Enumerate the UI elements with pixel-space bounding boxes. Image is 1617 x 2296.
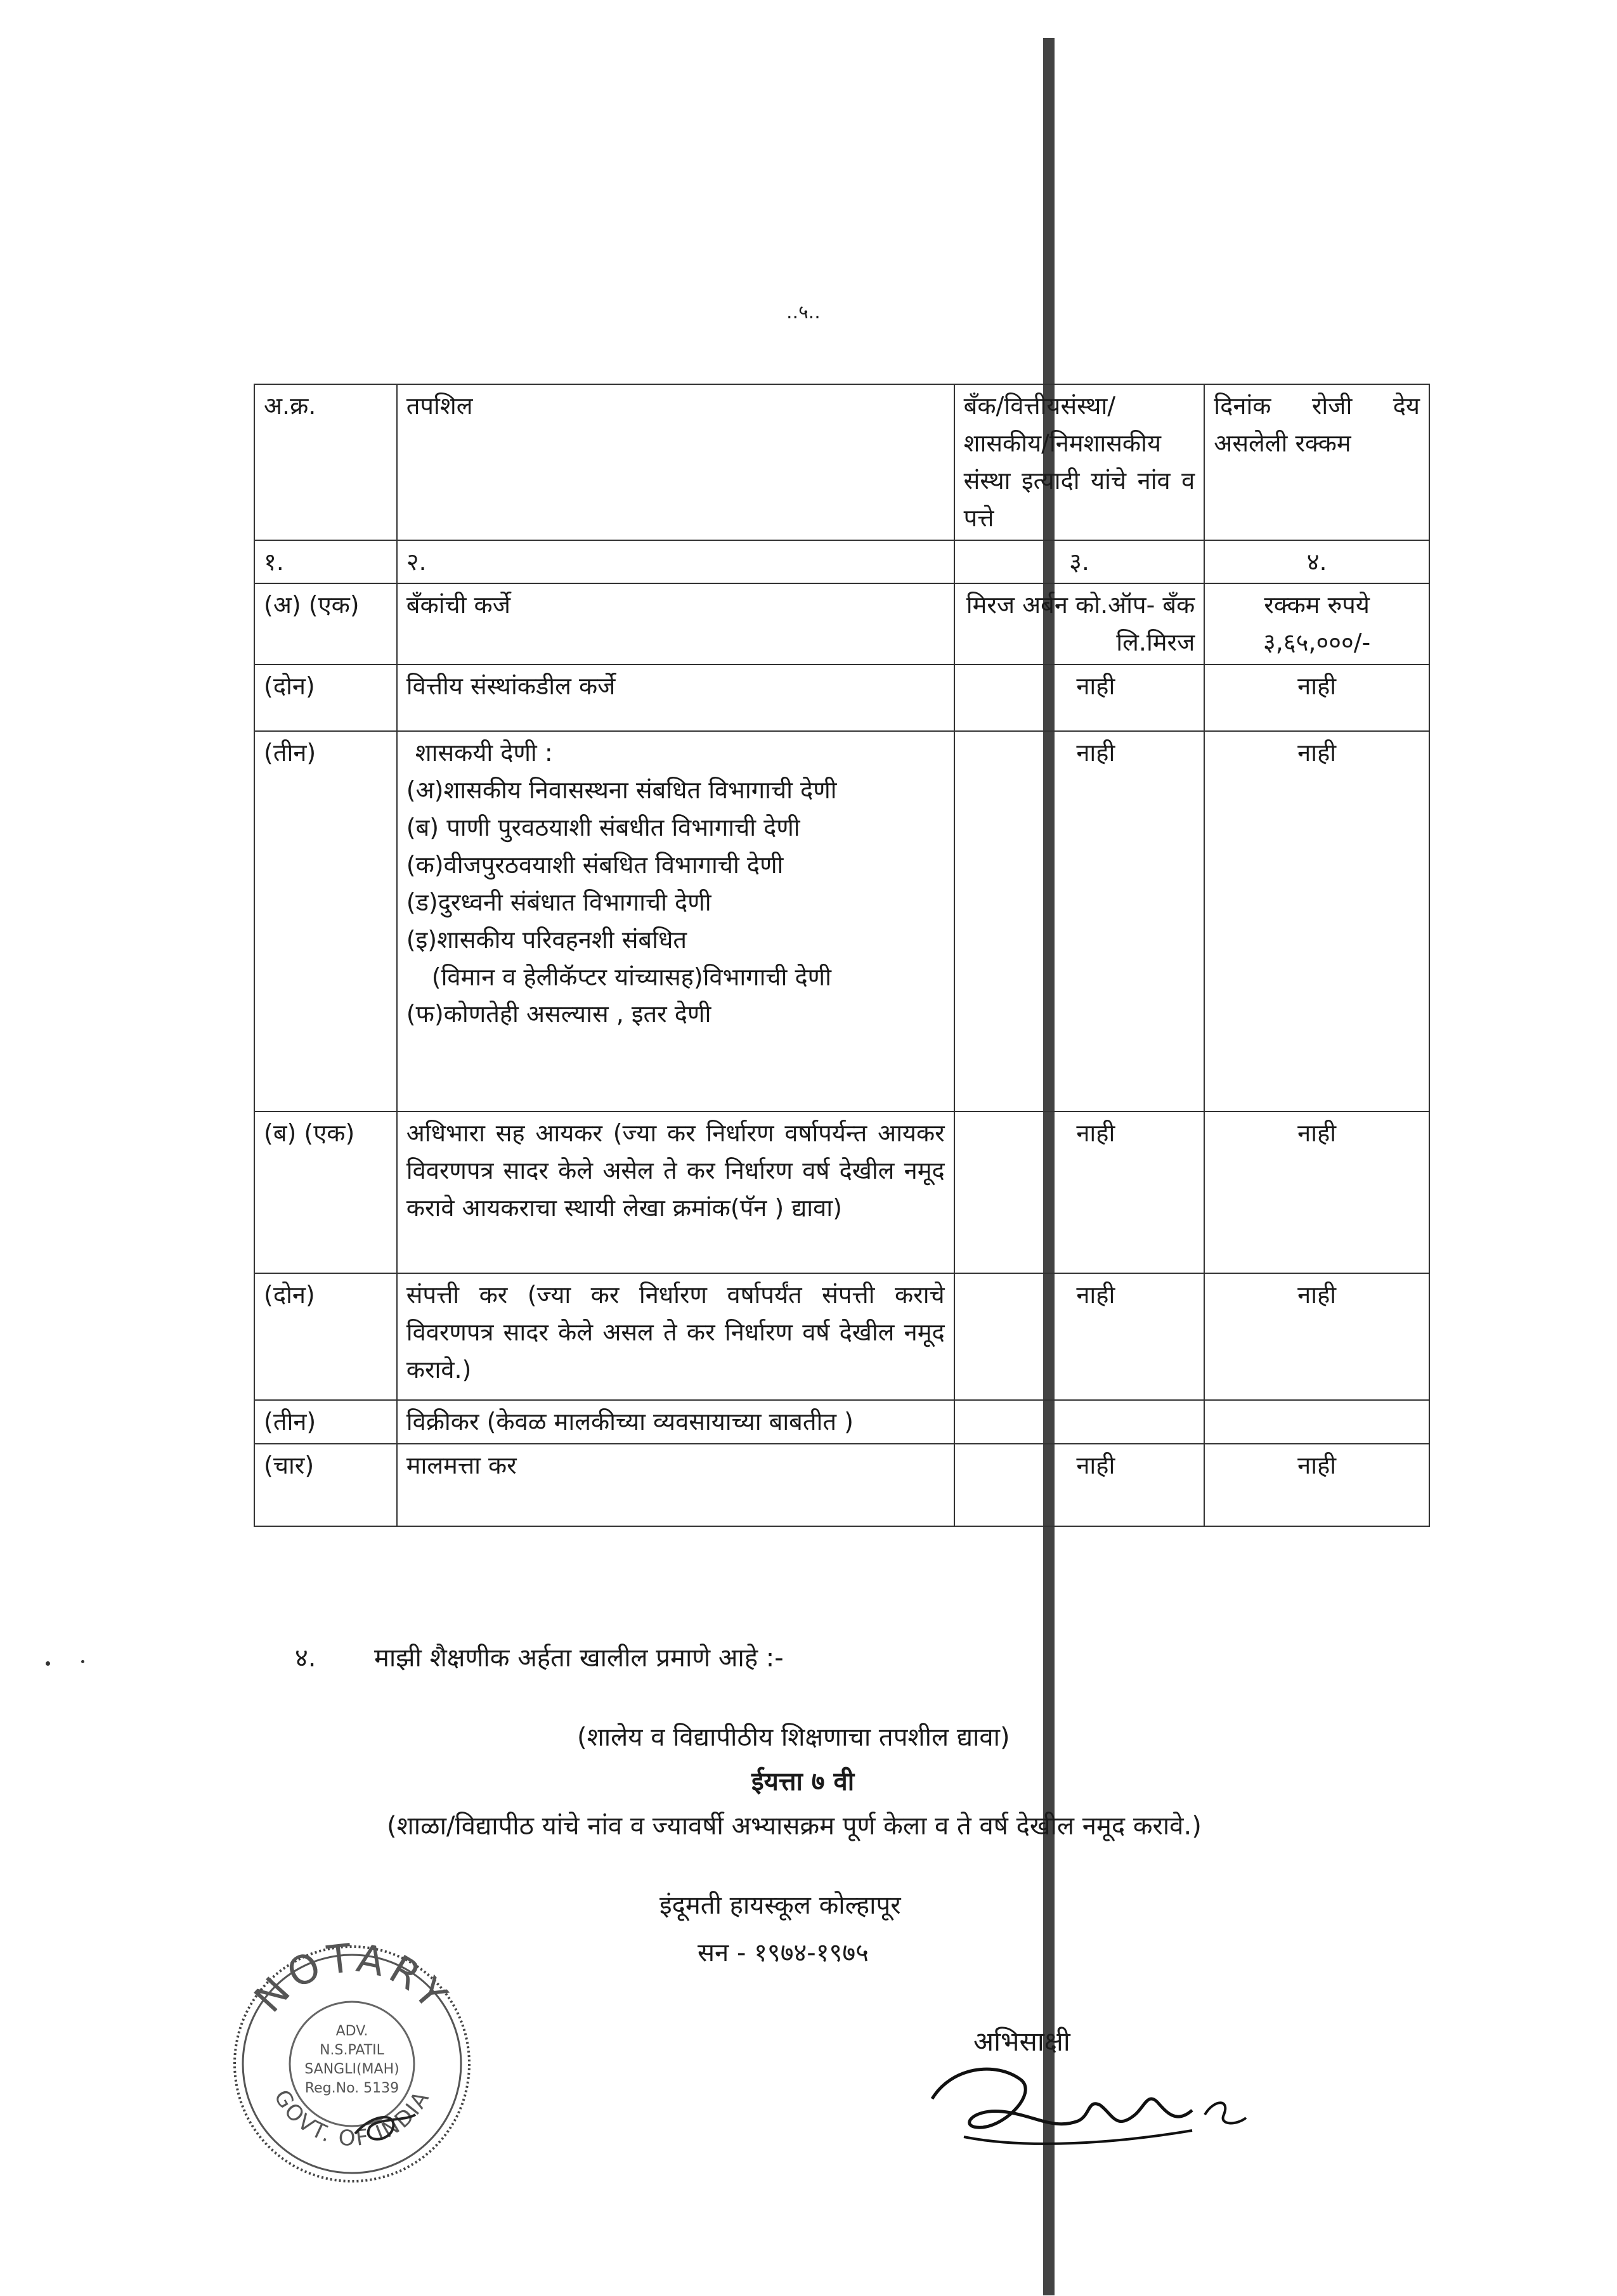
row-details — [397, 731, 954, 1112]
row-details: मालमत्ता कर — [397, 1444, 954, 1526]
row-details: विक्रीकर (केवळ मालकीच्या व्यवसायाच्या बाबतीत ) — [397, 1400, 954, 1444]
education-year: सन - १९७४-१९७५ — [698, 1938, 869, 1968]
col-number-1: १. — [254, 540, 397, 584]
col-number-4: ४. — [1204, 540, 1429, 584]
header-amount: दिनांक रोजी देय असलेली रक्कम — [1204, 384, 1429, 540]
row-bank — [954, 1400, 1205, 1444]
education-number: ४. — [295, 1644, 316, 1673]
row-amount: रक्कम रुपये ३,६५,०००/- — [1204, 583, 1429, 665]
row-bank: नाही — [954, 1273, 1205, 1400]
row-bank: नाही — [954, 1444, 1205, 1526]
row-amount: नाही — [1204, 1444, 1429, 1526]
sub-item: (विमान व हेलीकॅप्टर यांच्यासह)विभागाची देणी — [431, 963, 831, 991]
sub-item: (ड)दुरध्वनी संबंधात विभागाची देणी — [406, 888, 711, 916]
row-details-title: शासकयी देणी : — [415, 739, 553, 767]
education-intro: माझी शैक्षणीक अर्हता खालील प्रमाणे आहे :- — [374, 1644, 784, 1673]
table-row — [254, 1400, 1429, 1444]
table-row — [254, 665, 1429, 731]
table-row — [254, 1273, 1429, 1400]
row-sr: (तीन) — [254, 1400, 397, 1444]
row-amount: नाही — [1204, 1273, 1429, 1400]
row-bank: नाही — [954, 665, 1205, 731]
row-details: बँकांची कर्जे — [397, 583, 954, 665]
education-note-1: (शालेय व विद्यापीठीय शिक्षणाचा तपशील द्यावा) — [577, 1723, 1010, 1752]
witness-label: अभिसाक्षी — [973, 2026, 1070, 2057]
sub-item: (फ)कोणतेही असल्यास , इतर देणी — [406, 1000, 711, 1028]
stamp-line: Reg.No. 5139 — [304, 2080, 399, 2096]
sub-item: (क)वीजपुरठवयाशी संबधित विभागाची देणी — [406, 850, 784, 879]
row-sr: (तीन) — [254, 731, 397, 1112]
row-bank: नाही — [954, 1112, 1205, 1273]
row-details: वित्तीय संस्थांकडील कर्जे — [397, 665, 954, 731]
row-amount: नाही — [1204, 731, 1429, 1112]
stamp-line: ADV. — [335, 2023, 368, 2039]
row-sr: (ब) (एक) — [254, 1112, 397, 1273]
witness-signature — [926, 2054, 1256, 2156]
row-bank: नाही — [954, 731, 1205, 1112]
stamp-ring-bottom: GOVT. OF INDIA — [268, 2085, 436, 2152]
sub-item: (अ)शासकीय निवासस्थना संबधित विभागाची देणी — [406, 776, 837, 805]
education-note-2: (शाळा/विद्यापीठ यांचे नांव व ज्यावर्षी अभ्यासक्रम पूर्ण केला व ते वर्ष देखील नमूद करावे.) — [387, 1812, 1202, 1841]
liabilities-table — [254, 384, 1430, 1527]
notary-stamp — [225, 1934, 479, 2194]
speck — [81, 1660, 84, 1663]
table-row — [254, 1444, 1429, 1526]
education-qualification: ईयत्ता ७ वी — [751, 1767, 855, 1796]
row-bank: मिरज अर्बन को.ऑप- बँक लि.मिरज — [954, 583, 1205, 665]
table-header-row — [254, 384, 1429, 540]
row-amount — [1204, 1400, 1429, 1444]
row-details: अधिभारा सह आयकर (ज्या कर निर्धारण वर्षापर्यन्त आयकर विवरणपत्र सादर केले असेल ते कर निर्धारण वर्ष देखील नमूद करावे आयकराचा स्थायी लेखा क्रमांक(पॅन ) द्यावा) — [397, 1112, 954, 1273]
speck — [46, 1661, 50, 1666]
row-sr: (दोन) — [254, 1273, 397, 1400]
stamp-line: N.S.PATIL — [320, 2042, 384, 2058]
sub-item: (इ)शासकीय परिवहनशी संबधित — [406, 925, 687, 954]
row-details: संपत्ती कर (ज्या कर निर्धारण वर्षापर्यंत संपत्ती कराचे विवरणपत्र सादर केले असल ते कर निर्धारण वर्ष देखील नमूद करावे.) — [397, 1273, 954, 1400]
col-number-2: २. — [397, 540, 954, 584]
row-amount: नाही — [1204, 665, 1429, 731]
header-details: तपशिल — [397, 384, 954, 540]
education-school: इंदूमती हायस्कूल कोल्हापूर — [659, 1891, 901, 1920]
row-sr: (दोन) — [254, 665, 397, 731]
column-number-row — [254, 540, 1429, 584]
table-row — [254, 731, 1429, 1112]
col-number-3: ३. — [954, 540, 1205, 584]
stamp-ring-top: NOTARY — [245, 1934, 460, 2021]
row-amount: नाही — [1204, 1112, 1429, 1273]
header-sr: अ.क्र. — [254, 384, 397, 540]
sub-item: (ब) पाणी पुरवठयाशी संबधीत विभागाची देणी — [406, 814, 800, 842]
svg-text:NOTARY — [245, 1935, 459, 2021]
page-number: ..५.. — [786, 301, 821, 323]
stamp-line: SANGLI(MAH) — [304, 2061, 399, 2077]
row-sr: (चार) — [254, 1444, 397, 1526]
table-row — [254, 583, 1429, 665]
table-row — [254, 1112, 1429, 1273]
header-bank: बँक/वित्तीयसंस्था/शासकीय/निमशासकीय संस्था इत्यादी यांचे नांव व पत्ते — [954, 384, 1205, 540]
row-sr: (अ) (एक) — [254, 583, 397, 665]
